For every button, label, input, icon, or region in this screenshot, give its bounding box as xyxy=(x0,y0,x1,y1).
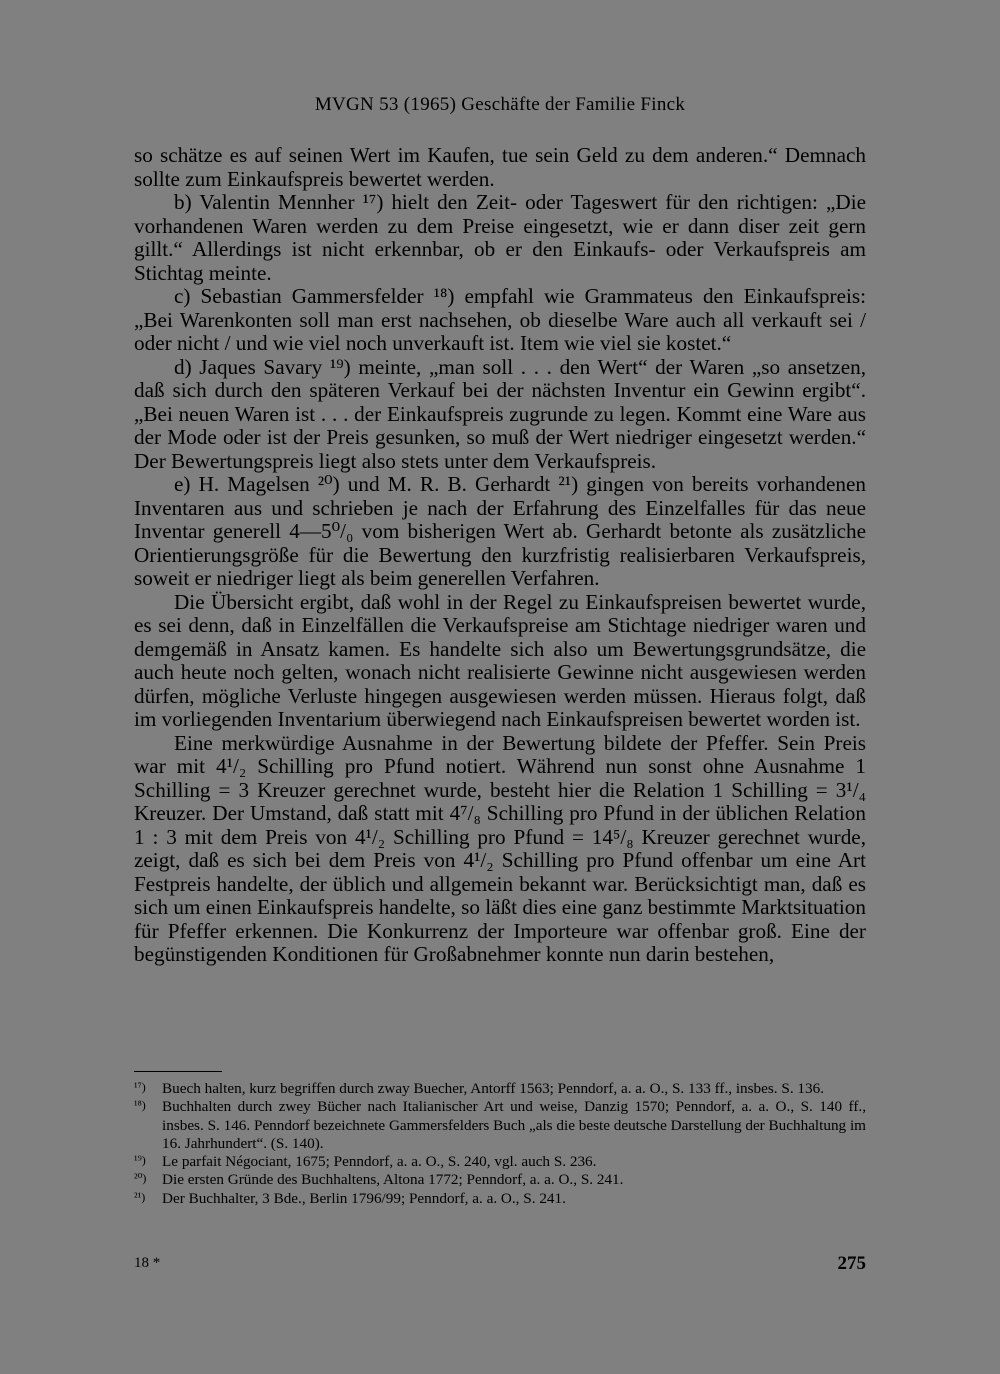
footnote-number: ¹⁷) xyxy=(134,1080,146,1094)
paragraph: Eine merkwürdige Ausnahme in der Bewertung bildete der Pfeffer. Sein Preis war mit 4¹/₂ Schilling pro Pfund notiert. Während nun sonst ohne Ausnahme 1 Schilling = 3 Kreuzer gerechnet wurde, besteht hier die Relation 1 Schilling = 3¹/₄ Kreuzer. Der Umstand, daß statt mit 4⁷/₈ Schilling pro Pfund in der üblichen Relation 1 : 3 mit dem Preis von 4¹/₂ Schilling pro Pfund = 14⁵/₈ Kreuzer gerechnet wurde, zeigt, daß es sich bei dem Preis von 4¹/₂ Schilling pro Pfund offenbar um eine Art Festpreis handelte, der üblich und allgemein bekannt war. Berücksichtigt man, daß es sich um einen Einkaufspreis handelte, so läßt dies eine ganz bestimmte Marktsituation für Pfeffer erkennen. Die Konkurrenz der Importeure war offenbar groß. Eine der begünstigenden Konditionen für Großabnehmer konnte nun darin bestehen, xyxy=(134,730,866,966)
footnote-text: Buech halten, kurz begriffen durch zway Buecher, Antorff 1563; Penndorf, a. a. O., S. 133 ff., insbes. S. 136. xyxy=(162,1080,825,1097)
footnote xyxy=(134,1171,866,1189)
footnote-text: Le parfait Négociant, 1675; Penndorf, a. a. O., S. 240, vgl. auch S. 236. xyxy=(162,1153,597,1171)
footnote-number: ¹⁸) xyxy=(134,1098,146,1113)
footnote-text: Buchhalten durch zwey Bücher nach Italianischer Art und weise, Danzig 1570; Penndorf, a. a. O., S. 140 ff., insbes. S. 146. Penndorf bezeichnete Gammersfelders Buch „als die beste deutsche Darstellung der Buchhaltung im 16. Jahrhundert“. (S. 140). xyxy=(162,1098,866,1152)
signature-mark: 18 * xyxy=(134,1255,161,1271)
footnote-number: ²¹) xyxy=(134,1189,146,1204)
footnotes xyxy=(134,1080,866,1208)
paragraph: e) H. Magelsen ²⁰) und M. R. B. Gerhardt ²¹) gingen von bereits vorhandenen Inventaren aus und schrieben je nach der Erfahrung des Einzelfalles für das neue Inventar generell 4—5⁰/₀ vom bisherigen Wert ab. Gerhardt betonte als zusätzliche Orientierungsgröße für die Bewertung den kurzfristig realisierbaren Verkaufspreis, soweit er niedriger liegt als beim generellen Verfahren. xyxy=(134,472,866,590)
paragraph: b) Valentin Mennher ¹⁷) hielt den Zeit- oder Tageswert für den richtigen: „Die vorhandenen Waren werden zu dem Preise eingesetzt, wie er dann diser zeit gern gillt.“ Allerdings ist nicht erkennbar, ob er den Einkaufs- oder Verkaufspreis am Stichtag meinte. xyxy=(134,190,866,285)
page-number: 275 xyxy=(837,1253,866,1274)
paragraph: so schätze es auf seinen Wert im Kaufen, tue sein Geld zu dem anderen.“ Demnach sollte zum Einkaufspreis bewertet werden. xyxy=(134,143,866,191)
footnote xyxy=(134,1098,866,1153)
paragraph: Die Übersicht ergibt, daß wohl in der Regel zu Einkaufspreisen bewertet wurde, es sei denn, daß in Einzelfällen die Verkaufspreise am Stichtage niedriger waren und demgemäß in Ansatz kamen. Es handelte sich also um Bewertungsgrundsätze, die auch heute noch gelten, wonach nicht realisierte Gewinne nicht ausgewiesen werden dürfen, mögliche Verluste hingegen ausgewiesen werden müssen. Hieraus folgt, daß im vorliegenden Inventarium überwiegend nach Einkaufspreisen bewertet worden ist. xyxy=(134,589,866,731)
footnote xyxy=(134,1080,866,1098)
footnote-text: Der Buchhalter, 3 Bde., Berlin 1796/99; Penndorf, a. a. O., S. 241. xyxy=(162,1189,566,1207)
paragraph: c) Sebastian Gammersfelder ¹⁸) empfahl wie Grammateus den Einkaufspreis: „Bei Warenkonten soll man erst nachsehen, ob dieselbe Ware auch all verkauft sei / oder nicht / und wie viel noch unverkauft ist. Item wie viel sie kostet.“ xyxy=(134,284,866,355)
footnote-number: ¹⁹) xyxy=(134,1153,146,1168)
footnote-number: ²⁰) xyxy=(134,1171,147,1186)
footnote-text: Die ersten Gründe des Buchhaltens, Altona 1772; Penndorf, a. a. O., S. 241. xyxy=(162,1171,624,1189)
body-text xyxy=(134,144,866,967)
footnote xyxy=(134,1153,866,1171)
footnote xyxy=(134,1190,866,1208)
running-header: MVGN 53 (1965) Geschäfte der Familie Finck xyxy=(314,94,686,115)
footnote-separator xyxy=(134,1071,222,1072)
paragraph: d) Jaques Savary ¹⁹) meinte, „man soll . . . den Wert“ der Waren „so ansetzen, daß sich durch den späteren Verkauf bei der nächsten Inventur ein Gewinn ergibt“. „Bei neuen Waren ist . . . der Einkaufspreis zugrunde zu legen. Kommt eine Ware aus der Mode oder ist der Preis gesunken, so muß der Wert niedriger eingesetzt werden.“ Der Bewertungspreis liegt also stets unter dem Verkaufspreis. xyxy=(134,354,866,473)
